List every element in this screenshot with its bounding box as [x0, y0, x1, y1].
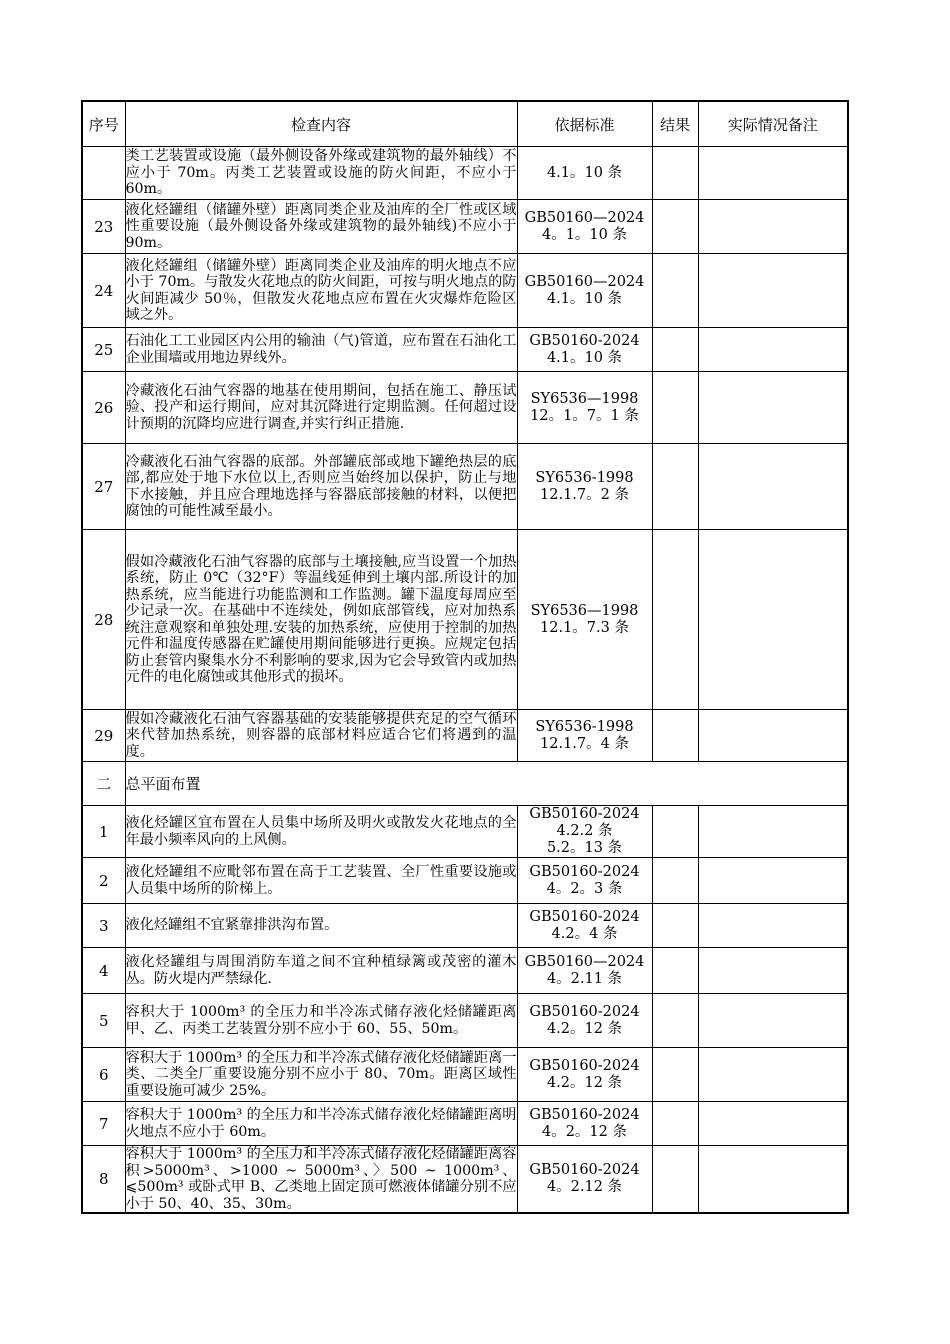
- serial-no-cell: 29: [82, 710, 125, 762]
- serial-no-cell: 26: [82, 372, 125, 444]
- table-row: [82, 372, 848, 444]
- inspection-table: [81, 100, 849, 1214]
- serial-no-cell: 3: [82, 904, 125, 948]
- check-content-cell: 液化烃罐区宜布置在人员集中场所及明火或散发火花地点的全年最小频率风向的上风侧。: [125, 806, 517, 858]
- table-row: [82, 1048, 848, 1102]
- table-row: [82, 948, 848, 994]
- result-cell[interactable]: [652, 200, 698, 254]
- table-row: [82, 994, 848, 1048]
- standard-cell: [517, 1048, 652, 1102]
- serial-no-cell: 1: [82, 806, 125, 858]
- remark-cell[interactable]: [698, 444, 848, 530]
- standard-line: 4。2.12 条: [546, 1179, 623, 1195]
- standard-line: 4.1。10 条: [546, 290, 623, 307]
- standard-cell: [517, 147, 652, 200]
- standard-cell: [517, 444, 652, 530]
- result-cell[interactable]: [652, 904, 698, 948]
- check-content-cell: 液化烃罐组不宜紧靠排洪沟布置。: [125, 904, 517, 948]
- check-content-cell: 液化烃罐组与周围消防车道之间不宜种植绿篱或茂密的灌木丛。防火堤内严禁绿化.: [125, 948, 517, 994]
- serial-no-cell: 23: [82, 200, 125, 254]
- remark-cell[interactable]: [698, 147, 848, 200]
- serial-no-cell: 5: [82, 994, 125, 1048]
- serial-no-cell: 7: [82, 1102, 125, 1146]
- standard-line: 12。1。7。1 条: [530, 407, 639, 424]
- table-row: [82, 858, 848, 904]
- standard-line: GB50160-2024: [529, 1162, 640, 1178]
- result-cell[interactable]: [652, 147, 698, 200]
- remark-cell[interactable]: [698, 858, 848, 904]
- check-content-cell: 液化烃罐组（储罐外壁）距离同类企业及油库的全厂性或区域性重要设施（最外侧设备外缘或建筑物的最外轴线)不应小于 90m。: [125, 200, 517, 254]
- check-content-cell: 假如冷藏液化石油气容器的底部与土壤接触,应当设置一个加热系统，防止 0℃（32°F）等温线延伸到土壤内部.所设计的加热系统，应当能进行功能监测和工作监测。罐下温度每周应至少记录一次。在基础中不连续处，例如底部管线，应对加热系统注意观察和单独处理.安装的加热系统，应使用于控制的加热元件和温度传感器在贮罐使用期间能够进行更换。应规定包括防止套管内聚集水分不利影响的要求,因为它会导致管内或加热元件的电化腐蚀或其他形式的损坏。: [125, 530, 517, 710]
- result-cell[interactable]: [652, 994, 698, 1048]
- standard-cell: [517, 806, 652, 858]
- serial-no-cell: 25: [82, 328, 125, 372]
- result-cell[interactable]: [652, 328, 698, 372]
- result-cell[interactable]: [652, 1102, 698, 1146]
- remark-cell[interactable]: [698, 372, 848, 444]
- standard-line: 12.1。7.3 条: [540, 619, 629, 636]
- table-row: [82, 806, 848, 858]
- section-row: [82, 762, 848, 806]
- result-cell[interactable]: [652, 530, 698, 710]
- table-row: [82, 710, 848, 762]
- result-cell[interactable]: [652, 806, 698, 858]
- table-row: [82, 147, 848, 200]
- check-content-cell: 容积大于 1000m³ 的全压力和半冷冻式储存液化烃储罐距离甲、乙、丙类工艺装置分别不应小于 60、55、50m。: [125, 994, 517, 1048]
- table-row: [82, 444, 848, 530]
- table-row: [82, 254, 848, 328]
- standard-line: 5.2。13 条: [546, 840, 623, 856]
- serial-no-cell: [82, 147, 125, 200]
- result-cell[interactable]: [652, 444, 698, 530]
- standard-line: GB50160—2024: [524, 273, 645, 290]
- standard-line: 4.2。12 条: [546, 1074, 623, 1091]
- result-cell[interactable]: [652, 858, 698, 904]
- remark-cell[interactable]: [698, 904, 848, 948]
- remark-cell[interactable]: [698, 994, 848, 1048]
- remark-cell[interactable]: [698, 254, 848, 328]
- remark-cell[interactable]: [698, 1048, 848, 1102]
- standard-cell: [517, 530, 652, 710]
- table-row: [82, 328, 848, 372]
- standard-cell: [517, 1146, 652, 1214]
- remark-cell[interactable]: [698, 710, 848, 762]
- standard-line: GB50160-2024: [529, 1057, 640, 1074]
- check-content-cell: 液化烃罐组（储罐外壁）距离同类企业及油库的明火地点不应小于 70m。与散发火花地点的防火间距，可按与明火地点的防火间距减少 50％，但散发火花地点应布置在火灾爆炸危险区域之外。: [125, 254, 517, 328]
- standard-line: GB50160—2024: [524, 209, 645, 226]
- standard-line: GB50160-2024: [529, 863, 640, 880]
- result-cell[interactable]: [652, 710, 698, 762]
- standard-line: 4.1。10 条: [546, 164, 623, 181]
- result-cell[interactable]: [652, 254, 698, 328]
- standard-line: 4。2。12 条: [541, 1123, 627, 1140]
- standard-line: 4.2.2 条: [556, 823, 613, 839]
- check-content-cell: 假如冷藏液化石油气容器基础的安装能够提供充足的空气循环来代替加热系统，则容器的底部材料应适合它们将遇到的温度。: [125, 710, 517, 760]
- standard-cell: [517, 904, 652, 948]
- standard-line: 4.2。12 条: [546, 1020, 623, 1037]
- result-cell[interactable]: [652, 372, 698, 444]
- table-row: [82, 1102, 848, 1146]
- check-content-cell: 容积大于 1000m³ 的全压力和半冷冻式储存液化烃储罐距离一类、二类全厂重要设施分别不应小于 80、70m。距离区域性重要设施可减少 25%。: [125, 1048, 517, 1102]
- header-standard: 依据标准: [517, 101, 652, 147]
- standard-cell: [517, 200, 652, 254]
- standard-cell: [517, 254, 652, 328]
- serial-no-cell: 8: [82, 1146, 125, 1214]
- remark-cell[interactable]: [698, 806, 848, 858]
- remark-cell[interactable]: [698, 948, 848, 994]
- standard-line: 12.1.7。4 条: [540, 735, 629, 752]
- serial-no-cell: 28: [82, 530, 125, 710]
- table-row: [82, 1146, 848, 1214]
- standard-line: SY6536—1998: [530, 390, 639, 407]
- standard-line: GB50160-2024: [529, 908, 640, 925]
- remark-cell[interactable]: [698, 200, 848, 254]
- standard-cell: [517, 710, 652, 762]
- check-content-cell: 容积大于 1000m³ 的全压力和半冷冻式储存液化烃储罐距离明火地点不应小于 60m。: [125, 1102, 517, 1146]
- standard-line: SY6536-1998: [535, 718, 634, 735]
- table-row: [82, 200, 848, 254]
- serial-no-cell: 二: [82, 762, 125, 806]
- serial-no-cell: 2: [82, 858, 125, 904]
- serial-no-cell: 4: [82, 948, 125, 994]
- check-content-cell: 冷藏液化石油气容器的底部。外部罐底部或地下罐绝热层的底部,都应处于地下水位以上,否则应当始终加以保护，防止与地下水接触，并且应合理地选择与容器底部接触的材料，以便把腐蚀的可能性减至最小。: [125, 444, 517, 530]
- remark-cell[interactable]: [698, 1102, 848, 1146]
- result-cell[interactable]: [652, 948, 698, 994]
- standard-line: 4。2.11 条: [546, 970, 623, 987]
- standard-cell: [517, 328, 652, 372]
- standard-line: GB50160—2024: [524, 953, 645, 970]
- standard-cell: [517, 994, 652, 1048]
- remark-cell[interactable]: [698, 1146, 848, 1214]
- standard-line: 12.1.7。2 条: [540, 486, 629, 503]
- header-result: 结果: [652, 101, 698, 147]
- section-title-cell: 总平面布置: [125, 762, 848, 806]
- serial-no-cell: 24: [82, 254, 125, 328]
- remark-cell[interactable]: [698, 530, 848, 710]
- standard-cell: [517, 372, 652, 444]
- standard-line: SY6536—1998: [530, 602, 639, 619]
- standard-cell: [517, 858, 652, 904]
- check-content-cell: 容积大于 1000m³ 的全压力和半冷冻式储存液化烃储罐距离容积>5000m³、>1000 ~ 5000m³、〉500 ~ 1000m³、⩽500m³ 或卧式甲 B、乙类地上固定顶可燃液体储罐分别不应小于 50、40、35、30m。: [125, 1146, 517, 1212]
- check-content-cell: 液化烃罐组不应毗邻布置在高于工艺装置、全厂性重要设施或人员集中场所的阶梯上。: [125, 858, 517, 904]
- standard-line: GB50160-2024: [529, 806, 640, 822]
- standard-cell: [517, 1102, 652, 1146]
- result-cell[interactable]: [652, 1048, 698, 1102]
- serial-no-cell: 27: [82, 444, 125, 530]
- header-remark: 实际情况备注: [698, 101, 848, 147]
- standard-line: SY6536-1998: [535, 469, 634, 486]
- standard-line: 4。1。10 条: [541, 226, 627, 243]
- result-cell[interactable]: [652, 1146, 698, 1214]
- header-serial-no: 序号: [82, 101, 125, 147]
- standard-line: 4.2。4 条: [551, 925, 618, 942]
- check-content-cell: 石油化工工业园区内公用的输油（气)管道，应布置在石油化工企业围墙或用地边界线外。: [125, 328, 517, 372]
- table-row: [82, 530, 848, 710]
- standard-line: GB50160-2024: [529, 332, 640, 349]
- check-content-cell: 冷藏液化石油气容器的地基在使用期间，包括在施工、静压试验、投产和运行期间，应对其沉降进行定期监测。任何超过设计预期的沉降均应进行调查,并实行纠正措施.: [125, 372, 517, 444]
- serial-no-cell: 6: [82, 1048, 125, 1102]
- standard-line: GB50160-2024: [529, 1003, 640, 1020]
- standard-cell: [517, 948, 652, 994]
- check-content-cell: 类工艺装置或设施（最外侧设备外缘或建筑物的最外轴线）不应小于 70m。丙类工艺装置或设施的防火间距，不应小于 60m。: [125, 147, 517, 200]
- standard-line: 4。2。3 条: [546, 880, 623, 897]
- standard-line: GB50160-2024: [529, 1106, 640, 1123]
- remark-cell[interactable]: [698, 328, 848, 372]
- table-body: [82, 147, 848, 1214]
- standard-line: 4.1。10 条: [546, 349, 623, 366]
- header-check-content: 检查内容: [125, 101, 517, 147]
- table-header-row: [82, 101, 848, 147]
- table-row: [82, 904, 848, 948]
